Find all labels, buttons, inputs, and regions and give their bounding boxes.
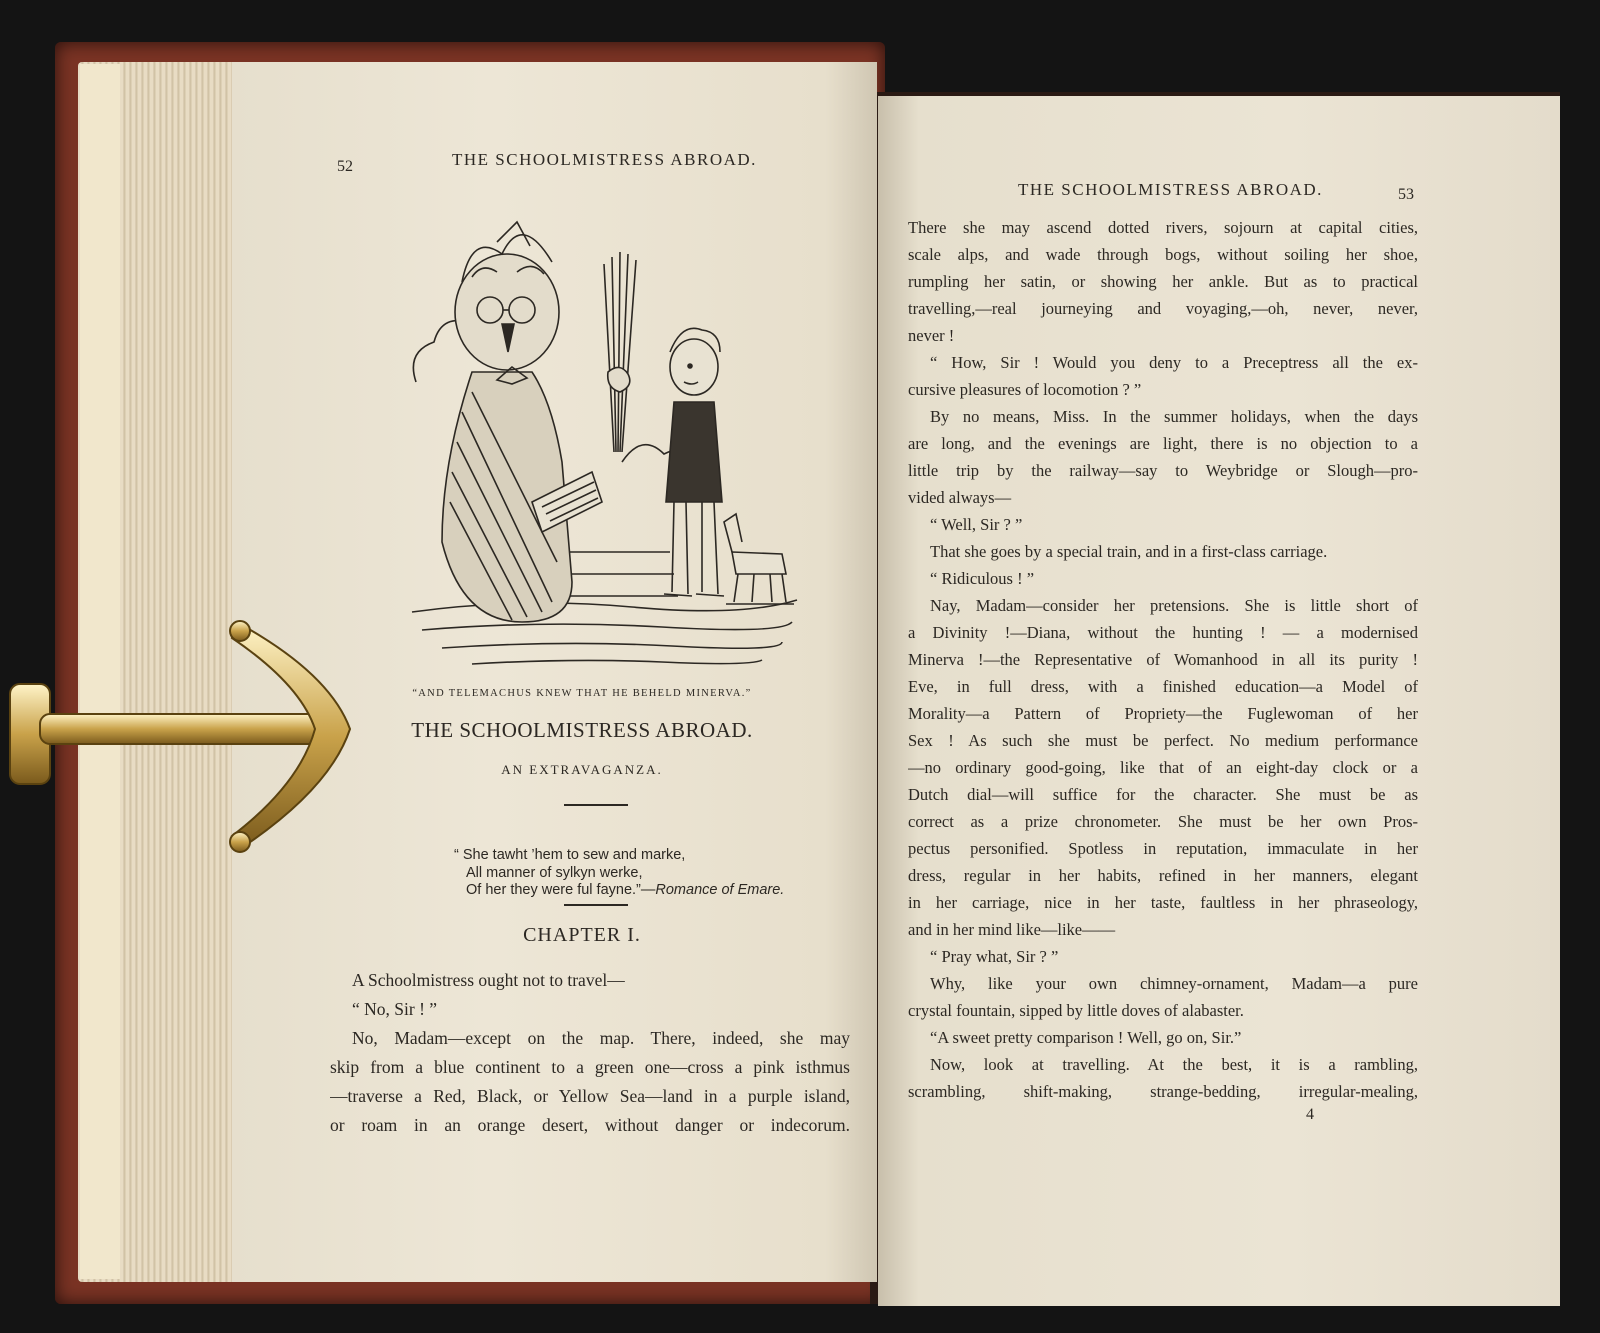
text-line: crystal fountain, sipped by little doves of alabaster.	[908, 1001, 1244, 1020]
text-line: Morality—a Pattern of Propriety—the Fuglewoman of her	[908, 704, 1418, 723]
text-line: By no means, Miss. In the summer holidays, when the days	[930, 407, 1418, 426]
text-line: Why, like your own chimney-ornament, Madam—a pure	[930, 974, 1418, 993]
anchor-clasp-icon	[0, 614, 360, 864]
signature-mark: 4	[1306, 1106, 1314, 1123]
text-line: vided always—	[908, 488, 1012, 507]
text-line: “ How, Sir ! Would you deny to a Preceptress all the ex-	[930, 353, 1418, 372]
text-line: Eve, in full dress, with a finished education—a Model of	[908, 677, 1418, 696]
text-line: or roam in an orange desert, without danger or indecorum.	[330, 1115, 850, 1135]
text-line: never !	[908, 326, 955, 345]
text-line: in her carriage, nice in her taste, faultless in her phraseology,	[908, 893, 1418, 912]
text-line: and in her mind like—like——	[908, 920, 1116, 939]
text-line: A Schoolmistress ought not to travel—	[352, 970, 625, 990]
text-line: cursive pleasures of locomotion ? ”	[908, 380, 1142, 399]
text-line: —traverse a Red, Black, or Yellow Sea—land in a purple island,	[330, 1086, 850, 1106]
text-line: are long, and the evenings are light, there is no objection to a	[908, 434, 1418, 453]
text-line: dress, regular in her habits, refined in her manners, elegant	[908, 866, 1418, 885]
epigraph-line: “ She tawht ’hem to sew and marke,	[454, 847, 686, 863]
running-head-left: THE SCHOOLMISTRESS ABROAD.	[452, 150, 757, 169]
text-line: pectus personified. Spotless in reputation, immaculate in her	[908, 839, 1418, 858]
text-line: No, Madam—except on the map. There, indeed, she may	[352, 1028, 850, 1048]
divider-rule	[564, 904, 628, 906]
text-line: correct as a prize chronometer. She must be her own Pros-	[908, 812, 1418, 831]
divider-rule	[564, 804, 628, 806]
running-head-right: THE SCHOOLMISTRESS ABROAD.	[1018, 180, 1323, 199]
epigraph-line: All manner of sylkyn werke,	[466, 864, 643, 881]
epigraph-source: Romance of Emare.	[655, 882, 785, 898]
text-line: Nay, Madam—consider her pretensions. She is little short of	[930, 596, 1418, 615]
text-line: travelling,—real journeying and voyaging,—oh, never, never,	[908, 299, 1418, 318]
text-line: “ No, Sir ! ”	[352, 999, 438, 1019]
text-line: “ Pray what, Sir ? ”	[930, 947, 1059, 966]
text-line: skip from a blue continent to a green one—cross a pink isthmus	[330, 1057, 850, 1077]
chapter-title: THE SCHOOLMISTRESS ABROAD.	[411, 718, 753, 742]
right-body-text	[908, 214, 1418, 1105]
illustration-caption: “AND TELEMACHUS KNEW THAT HE BEHELD MINERVA.”	[412, 688, 752, 699]
text-line: Sex ! As such she must be perfect. No medium performance	[908, 731, 1418, 750]
text-line: Dutch dial—will suffice for the character. She must be as	[908, 785, 1418, 804]
text-line: scale alps, and wade through bogs, without soiling her shoe,	[908, 245, 1418, 264]
epigraph	[454, 847, 784, 900]
text-line: Minerva !—the Representative of Womanhood in all its purity !	[908, 650, 1418, 669]
page-number-left: 52	[337, 158, 353, 175]
text-line: little trip by the railway—say to Weybridge or Slough—pro-	[908, 461, 1418, 480]
page-number-right: 53	[1398, 186, 1414, 203]
left-body-text	[330, 966, 850, 1140]
text-line: There she may ascend dotted rivers, sojourn at capital cities,	[908, 218, 1418, 237]
subtitle: AN EXTRAVAGANZA.	[501, 762, 663, 777]
text-line: a Divinity !—Diana, without the hunting ! — a modernised	[908, 623, 1418, 642]
right-page	[878, 96, 1560, 1306]
text-line: scrambling, shift-making, strange-bedding, irregular-mealing,	[908, 1082, 1418, 1101]
epigraph-line: Of her they were ful fayne.”—	[466, 882, 656, 898]
text-line: Now, look at travelling. At the best, it is a rambling,	[930, 1055, 1418, 1074]
text-line: “ Well, Sir ? ”	[930, 515, 1023, 534]
chapter-heading: CHAPTER I.	[523, 924, 641, 946]
text-line: “A sweet pretty comparison ! Well, go on, Sir.”	[930, 1028, 1242, 1047]
text-line: That she goes by a special train, and in a first-class carriage.	[930, 542, 1328, 561]
text-line: “ Ridiculous ! ”	[930, 569, 1035, 588]
text-line: rumpling her satin, or showing her ankle. But as to practical	[908, 272, 1418, 291]
owl-schoolmistress-illustration	[402, 202, 802, 702]
text-line: —no ordinary good-going, like that of an eight-day clock or a	[908, 758, 1418, 777]
left-page	[232, 62, 877, 1282]
